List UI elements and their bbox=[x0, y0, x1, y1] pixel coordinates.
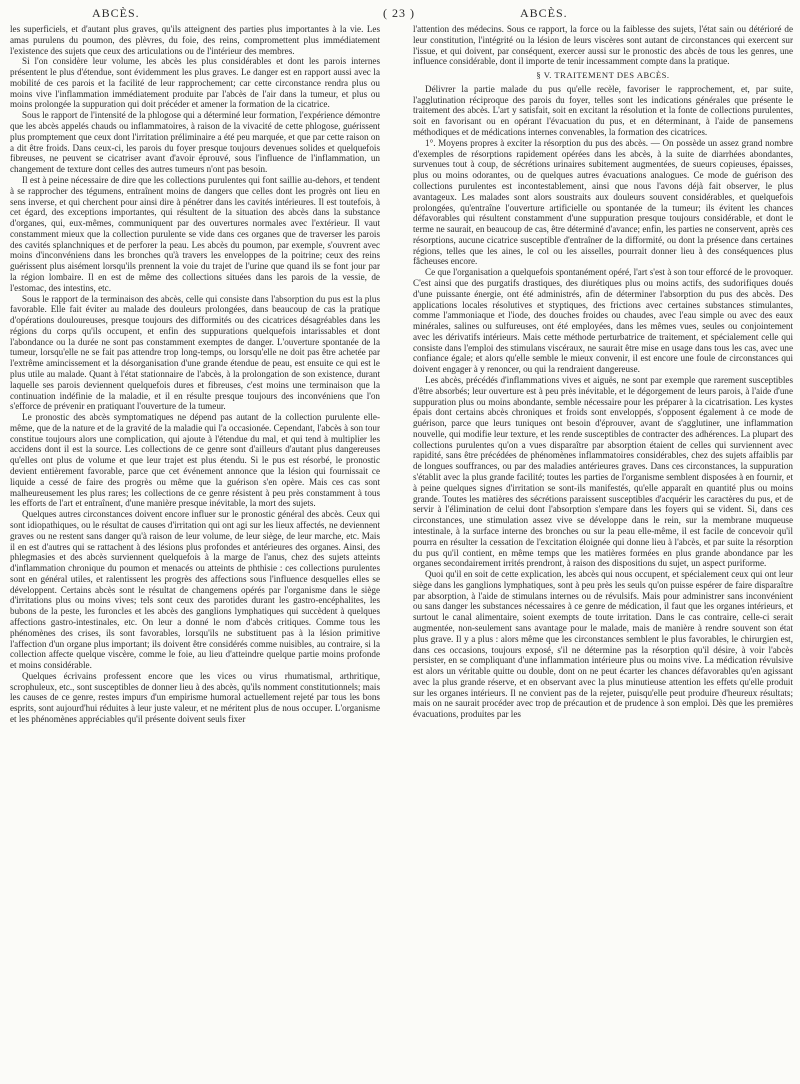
paragraph: l'attention des médecins. Sous ce rapport, la force ou la faiblesse des sujets, l'état sain ou détérioré de leur constitution, l'intégrité ou la lésion de leurs viscères sont autant de circonstances qui exercent sur l'issue, et qui doivent, par conséquent, exercer aussi sur le pronostic des abcès de tous les genres, une influence considérable, dont il importe de tenir incessamment compte dans la pratique. bbox=[413, 24, 793, 67]
left-column bbox=[10, 24, 380, 1080]
right-running-title: ABCÈS. bbox=[520, 6, 568, 20]
paragraph: les superficiels, et d'autant plus graves, qu'ils atteignent des parties plus importantes à la vie. Les amas purulens du poumon, des plèvres, du foie, des reins, compromettent plus immédiatement l'existence des sujets que ceux des articulations ou de l'intérieur des membres. bbox=[10, 24, 380, 56]
page-number: ( 23 ) bbox=[383, 6, 415, 20]
paragraph: Ce que l'organisation a quelquefois spontanément opéré, l'art s'est à son tour efforcé de le provoquer. C'est ainsi que des purgatifs drastiques, des diurétiques plus ou moins actifs, des sudorifiques doués d'une puissante énergie, ont été administrés, afin de déterminer l'absorption du pus des abcès. Des applications locales résolutives et styptiques, des frictions avec certaines substances stimulantes, comme l'ammoniaque et l'iode, des douches froides ou chaudes, avec l'eau simple ou avec des eaux minérales, salines ou sulfureuses, ont été employées, dans les mêmes vues, seules ou conjointement avec les dérivatifs intérieurs. Mais cette méthode perturbatrice de traitement, et spécialement celle qui consiste dans l'emploi des stimulans viscéraux, ne saurait être mise en usage dans tous les cas, avec une confiance égale; et alors qu'elle semble le mieux convenir, il est encore une foule de circonstances qui doivent engager à y renoncer, ou qui la rendraient dangereuse. bbox=[413, 267, 793, 375]
paragraph: Sous le rapport de l'intensité de la phlogose qui a déterminé leur formation, l'expérience démontre que les abcès appelés chauds ou inflammatoires, à raison de la vivacité de cette phlogose, guérissent plus promptement que ceux dont l'irritation préliminaire a été peu marquée, et que par cette raison on a dit être froids. Dans ceux-ci, les parois du foyer presque toujours devenues solides et quelquefois fibreuses, ne peuvent se cicatriser avant d'avoir éprouvé, sous l'influence de l'inflammation, un changement de texture dont celles des autres tumeurs n'ont pas besoin. bbox=[10, 110, 380, 175]
paragraph: Il est à peine nécessaire de dire que les collections purulentes qui font saillie au-dehors, et tendent à se rapprocher des tégumens, entraînent moins de dangers que celles dont les progrès ont lieu en sens inverse, et qui cherchent pour ainsi dire à pénétrer dans les cavités intérieures. Il est toutefois, à cet égard, des exceptions importantes, qui résultent de la situation des abcès dans la substance d'organes, qui, eux-mêmes, communiquent par des ouvertures normales avec l'extérieur. Il vaut constamment mieux que la collection purulente se vide dans ces organes que de traverser les parois des cavités splanchniques et de perforer la peau. Les abcès du poumon, par exemple, s'ouvrent avec moins d'inconvéniens dans les bronches qu'à travers les enveloppes de la poitrine; ceux des reins guérissent plus aisément lorsqu'ils prennent la voie du trajet de l'urine que quand ils se font jour par la région lombaire. Il en est de même des collections situées dans les parois de la vessie, de l'estomac, des intestins, etc. bbox=[10, 174, 380, 293]
paragraph: Quelques autres circonstances doivent encore influer sur le pronostic général des abcès. Ceux qui sont idiopathiques, ou le résultat de causes d'irritation qui ont agi sur les lieux affectés, ne deviennent graves ou ne restent sans danger qu'à raison de leur volume, de leur siège, de leur marche, etc. Mais il en est d'autres qui se rattachent à des lésions plus profondes et antérieures des organes. Ainsi, des phlegmasies et des abcès surviennent quelquefois à la marge de l'anus, chez des sujets atteints d'inflammation chronique du poumon et menacés ou atteints de phthisie : ces collections purulentes sont en général utiles, et ralentissent les progrès des affections sous l'influence desquelles elles se développent. Certains abcès sont le résultat de changemens opérés par l'organisme dans le siège d'irritations plus ou moins vives; tels sont ceux des parotides durant les gastro-encéphalites, les bubons de la peste, les furoncles et les abcès des ganglions lymphatiques qui succèdent à quelques affections gastro-intestinales, etc. On leur a donné le nom d'abcès critiques. Comme tous les phénomènes des crises, ils sont favorables, lorsqu'ils ne substituent pas à la lésion primitive l'affection d'un organe plus important; ils doivent être considérés comme nuisibles, au contraire, si la collection affecte quelque viscère, comme le foie, au lieu d'atteindre quelque partie moins profonde et moins considérable. bbox=[10, 509, 380, 671]
paragraph: Quoi qu'il en soit de cette explication, les abcès qui nous occupent, et spécialement ceux qui ont leur siège dans les ganglions lymphatiques, sont à peu près les seuls qu'on puisse espérer de faire disparaître par absorption, à l'aide de stimulans internes ou de révulsifs. Mais pour administrer sans inconvénient ou sans danger les substances nécessaires à ce genre de médication, il faut que les organes intérieurs, et surtout le canal alimentaire, soient exempts de toute irritation. Dans le cas contraire, celle-ci serait augmentée, non-seulement sans avantage pour le malade, mais de manière à rendre souvent son état plus grave. Il y a plus : alors même que les circonstances semblent le plus favorables, le chirurgien est, dans ces occasions, toujours exposé, s'il ne détermine pas la résorption qu'il désire, à voir l'abcès persister, en se compliquant d'une inflammation intérieure plus ou moins vive. La médication révulsive est alors un véritable quitte ou double, dont on ne peut écarter les chances défavorables qu'en agissant avec la plus grande réserve, et en observant avec la plus minutieuse attention les effets qu'elle produit sur les organes intérieurs. Il ne convient pas de la rejeter, puisqu'elle peut produire d'heureux résultats; mais on ne saurait procéder avec trop de précaution et de prudence à son emploi. Dès que les premières évacuations, produites par les bbox=[413, 569, 793, 720]
paragraph: Quelques écrivains professent encore que les vices ou virus rhumatismal, arthritique, scrophuleux, etc., sont susceptibles de donner lieu à des abcès, qu'ils nomment constitutionnels; mais les causes de ce genre, restes impurs d'un empirisme humoral actuellement rejeté par tous les bons esprits, sont aujourd'hui réduites à leur juste valeur, et ne méritent plus de nous occuper. L'organisme et les phénomènes appréciables qu'il présente doivent seuls fixer bbox=[10, 670, 380, 724]
running-head bbox=[0, 6, 800, 24]
paragraph: 1°. Moyens propres à exciter la résorption du pus des abcès. — On possède un assez grand nombre d'exemples de résorptions rapidement opérées dans les abcès, à la suite de diarrhées abondantes, survenues tout à coup, de sécrétions urinaires subitement augmentées, de sueurs copieuses, épaisses, plus ou moins odorantes, ou de quelques autres évacuations analogues. Ce mode de guérison des collections purulentes est incontestablement, ainsi que nous l'avons déjà fait observer, le plus avantageux. Les malades sont alors soustraits aux douleurs souvent considérables, et quelquefois prolongées, qu'entraîne l'ouverture artificielle ou spontanée de la tumeur; ils évitent les chances défavorables qui résultent constamment d'une suppuration presque toujours considérable, et dont le terme ne saurait, en beaucoup de cas, être déterminé d'avance; enfin, les parties ne conservent, après ces résorptions, aucune cicatrice susceptible d'entraîner de la difformité, ou dont la présence dans certaines régions, telles que les aines, le col ou les aisselles, pourrait donner lieu à des conséquences plus fâcheuses encore. bbox=[413, 137, 793, 267]
paragraph: Si l'on considère leur volume, les abcès les plus considérables et dont les parois internes présentent le plus d'étendue, sont évidemment les plus graves. Le danger est en rapport aussi avec la mobilité de ces parois et la facilité de leur rapprochement; car cette circonstance rendra plus ou moins vive l'inflammation immédiatement produite par l'abcès de l'air dans la tumeur, et plus ou moins prolongée la suppuration qui doit précéder et amener la formation de la cicatrice. bbox=[10, 56, 380, 110]
paragraph: Les abcès, précédés d'inflammations vives et aiguës, ne sont par exemple que rarement susceptibles d'être absorbés; leur ouverture est à peu près inévitable, et le dégorgement de leurs parois, à l'aide d'une suppuration plus ou moins abondante, semble nécessaire pour les préparer à la cicatrisation. Les kystes épais dont certains abcès chroniques et froids sont enveloppés, s'opposent également à ce mode de guérison, parce que leurs tuniques ont besoin d'éprouver, avant de s'agglutiner, une inflammation nouvelle, qui modifie leur texture, et les rende susceptibles de contracter des adhérences. La plupart des collections purulentes qu'on a vues disparaître par absorption étaient de celles qui surviennent avec rapidité, sans être précédées de phénomènes inflammatoires considérables, chez des sujets affaiblis par de longues souffrances, ou par des maladies antérieures graves. Dans ces circonstances, la suppuration s'établit avec la plus grande facilité; toutes les parties de l'organisme semblent disposées à en fournir, et à peine quelques signes d'irritation se sont-ils manifestés, qu'elle apparaît en quantité plus ou moins grande. Toutes les matières des sécrétions paraissent susceptibles d'acquérir les caractères du pus, et de servir à l'élimination de celui dont l'absorption s'empare dans les foyers qui se vident. Si, dans ces circonstances, une stimulation assez vive se développe dans le rein, sur la membrane muqueuse intestinale, à la surface interne des bronches ou sur la peau elle-même, il est facile de concevoir qu'il pourra en résulter la cessation de l'excitation éloignée qui donne lieu à l'abcès, et par suite la résorption du pus qu'il contient, en même temps que les matières formées en plus grande abondance par les organes secondairement irrités prendront, à raison des dispositions du sujet, un aspect puriforme. bbox=[413, 375, 793, 569]
paragraph: Le pronostic des abcès symptomatiques ne dépend pas autant de la collection purulente elle-même, que de la nature et de la gravité de la maladie qui l'a occasionée. Cependant, l'abcès à son tour constitue toujours alors une complication, qui ajoute à l'étendue du mal, et qui tend à multiplier les accidens dont il est la source. Les collections de ce genre sont d'ailleurs d'autant plus dangereuses qu'elles ont plus de volume et que leur trajet est plus étendu. Si le pus est résorbé, le pronostic devient entièrement favorable, parce que cet événement annonce que la lésion qui fournissait ce liquide a cessé de faire des progrès ou même que la guérison s'en opère. Mais ces cas sont malheureusement les plus rares; les collections de ce genre résistent à peu près constamment à tous les efforts de l'art et entraînent, d'une manière presque inévitable, la mort des sujets. bbox=[10, 412, 380, 509]
right-column bbox=[413, 24, 793, 1080]
section-heading: § V. TRAITEMENT DES ABCÈS. bbox=[536, 70, 670, 81]
left-running-title: ABCÈS. bbox=[92, 6, 140, 20]
paragraph: Sous le rapport de la terminaison des abcès, celle qui consiste dans l'absorption du pus est la plus favorable. Elle fait éviter au malade des douleurs prolongées, dans beaucoup de cas la pratique d'opérations douloureuses, presque toujours des difformités ou des cicatrices désagréables dans les régions du corps qu'ils occupent, et enfin des suppurations quelquefois intarissables et dont l'abondance ou la durée ne sont pas constamment exemptes de danger. L'ouverture spontanée de la tumeur, lorsqu'elle ne se fait pas attendre trop long-temps, ou lorsqu'elle ne doit pas être achetée par l'extrême amincissement et la désorganisation d'une grande étendue de peau, est ensuite ce qui est le plus utile au malade. Quant à l'état stationnaire de l'abcès, à la prolongation de son existence, durant laquelle ses parois deviennent quelquefois dures et fibreuses, c'est moins une terminaison que la continuation indéfinie de la maladie, et il en résulte presque toujours des inconvéniens que l'on s'efforce de prévenir en pratiquant l'ouverture de la tumeur. bbox=[10, 293, 380, 412]
paragraph: Délivrer la partie malade du pus qu'elle recèle, favoriser le rapprochement, et, par suite, l'agglutination réciproque des parois du foyer, telles sont les indications générales que présente le traitement des abcès. L'art y satisfait, soit en excitant la résolution et la fonte de collections purulentes, soit en favorisant ou en opérant l'évacuation du pus, et en déterminant, à l'aide de pansemens méthodiques et de médications internes convenables, la formation des cicatrices. bbox=[413, 83, 793, 138]
